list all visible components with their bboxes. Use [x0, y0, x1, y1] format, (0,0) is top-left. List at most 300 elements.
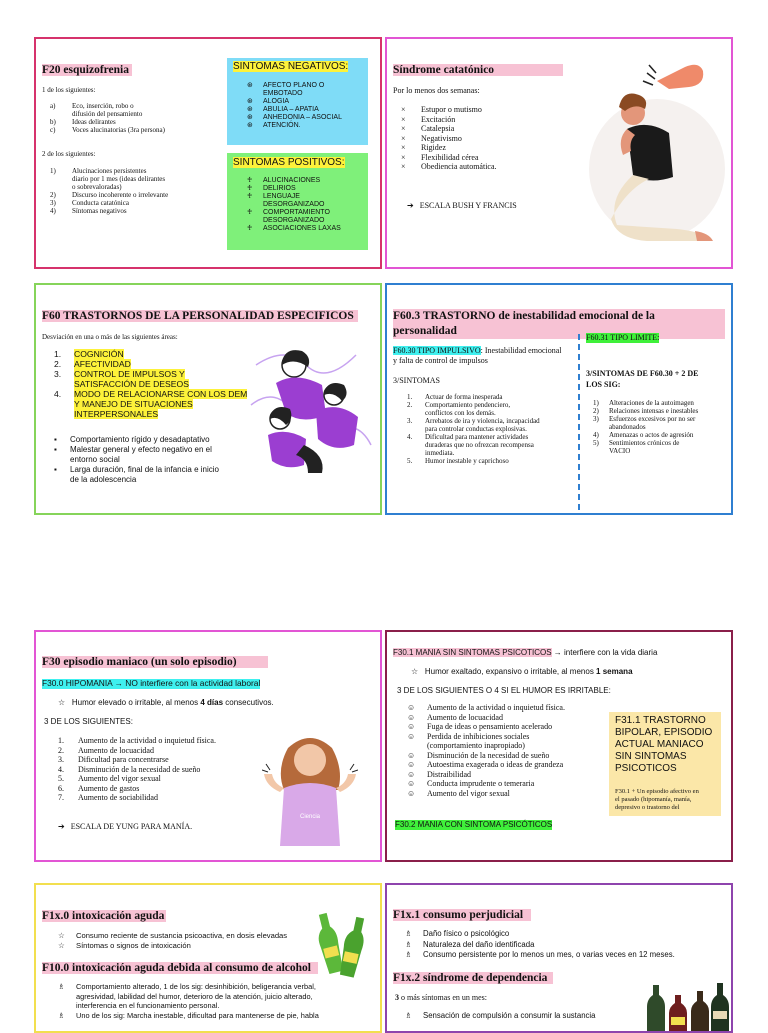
- list-item-text: de la adolescencia: [70, 475, 137, 484]
- list-marker: ⊛: [247, 114, 253, 121]
- list-item: [401, 153, 571, 163]
- list-item: [593, 431, 733, 439]
- torso: [627, 125, 673, 181]
- list-item: [407, 741, 617, 751]
- list-item-text: Perdida de inhibiciones sociales: [427, 731, 530, 741]
- list-item-text: agresividad, labilidad del humor, deterioro de la atención, juicio alterado,: [76, 991, 313, 1001]
- escala-text: ESCALA DE YUNG PARA MANÍA.: [70, 822, 193, 831]
- x-mark-icon: ×: [401, 124, 406, 133]
- list-marker: 7.: [58, 793, 64, 802]
- list-marker: 2): [593, 407, 599, 415]
- limite-sub: LOS SIG:: [586, 380, 621, 389]
- list-marker: ⊛: [247, 82, 253, 89]
- list-item: [247, 82, 367, 90]
- group-label: 1 de los siguientes:: [42, 86, 96, 94]
- card-subtitle: F1x.2 síndrome de dependencia: [393, 972, 553, 984]
- list-item-text: Rigidez: [421, 143, 446, 152]
- list-item-text: Naturaleza del daño identificada: [423, 939, 535, 949]
- list-marker: 3.: [54, 369, 62, 379]
- list-item: [401, 162, 571, 172]
- list-item: [407, 703, 617, 713]
- list-item-text: Autoestima exagerada o ideas de grandeza: [427, 760, 564, 769]
- list-item: [58, 774, 268, 784]
- list-item-text: Daño físico o psicológico: [423, 929, 510, 938]
- shirt-text: Ciencia: [300, 814, 321, 820]
- x-mark-icon: ×: [401, 114, 406, 124]
- group2-list: [50, 167, 240, 215]
- tres-label: 3 DE LOS SIGUIENTES:: [44, 717, 133, 726]
- list-item: [247, 193, 367, 201]
- list-item: [407, 449, 577, 457]
- humor-text: Humor exaltado, expansivo o irritable, al menos: [424, 667, 597, 676]
- foot: [695, 231, 713, 241]
- arrow-right-icon: ➔: [58, 822, 65, 831]
- emotions-illustration: [246, 335, 376, 475]
- list-item: [593, 399, 733, 407]
- mania-list: [58, 736, 268, 803]
- list-item: [407, 417, 577, 425]
- list-item: [54, 379, 254, 389]
- list-item-text: F30.1 + Un episodio afectivo en: [615, 788, 699, 795]
- tres-label: 3 DE LOS SIGUIENTES O 4 SI EL HUMOR ES IRRITABLE:: [397, 686, 611, 695]
- card-title: [393, 309, 725, 339]
- list-marker: ▪: [54, 465, 57, 474]
- list-item: [247, 106, 367, 114]
- card-title: F1x.0 intoxicación aguda: [42, 910, 165, 922]
- bottle-right: [338, 915, 369, 978]
- list-marker: 2.: [58, 745, 64, 755]
- list-item: [54, 435, 254, 445]
- list-item: [58, 1011, 378, 1021]
- list-item-text: depresivo o trastorno del: [615, 803, 680, 811]
- dependencia-text: o más síntomas en un mes:: [399, 993, 487, 1002]
- humor-line: [411, 667, 633, 677]
- humor-text: Humor elevado o irritable, al menos: [71, 698, 201, 707]
- list-item-text: Aumento de locuacidad: [78, 745, 154, 755]
- list-marker: 1.: [407, 393, 413, 401]
- bottle-label: [713, 1011, 727, 1019]
- list-item-text: Arrebatos de ira y violencia, incapacidad: [425, 417, 540, 425]
- list-marker: b): [50, 118, 56, 126]
- list-item-text: duraderas que no ofrezcan recompensa: [425, 441, 534, 449]
- escala-note: [407, 201, 517, 211]
- bottle: [647, 985, 665, 1033]
- list-item: [50, 167, 240, 175]
- list-marker: ♰: [247, 209, 253, 216]
- list-item-text: DESORGANIZADO: [263, 201, 325, 208]
- list-item: [247, 201, 367, 209]
- impulsivo-symptoms: [407, 393, 577, 465]
- list-marker: 6.: [58, 783, 64, 793]
- humor-bold: 1 semana: [596, 667, 633, 676]
- list-marker: ☺: [407, 703, 416, 712]
- catatonic-person-illustration: [577, 59, 727, 244]
- list-marker: ☺: [407, 750, 416, 760]
- list-item: [50, 207, 240, 215]
- card-episodio-maniaco: [34, 630, 382, 862]
- list-item: [405, 940, 725, 951]
- card-esquizofrenia: [34, 37, 382, 269]
- list-item-text: BIPOLAR, EPISODIO: [615, 727, 713, 738]
- list-item: [54, 409, 254, 419]
- list-item: [407, 760, 617, 770]
- list-item-text: Actuar de forma inesperada: [425, 393, 503, 401]
- list-marker: ☺: [407, 760, 416, 769]
- list-item-text: Aumento de la actividad o inquietud física.: [427, 703, 565, 712]
- list-item-text: Consumo persistente por lo menos un mes, o varias veces en 12 meses.: [423, 950, 675, 959]
- list-item-text: Relaciones intensas e inestables: [609, 407, 699, 415]
- list-marker: ▪: [54, 445, 57, 454]
- title-line: F60.3 TRASTORNO de inestabilidad emocional de la: [393, 310, 655, 322]
- list-item-text: Obediencia automática.: [421, 162, 497, 171]
- list-item: [54, 445, 254, 455]
- list-item-text: Conducta imprudente o temeraria: [427, 779, 535, 788]
- list-item-text: Esfuerzos excesivos por no ser: [609, 415, 696, 423]
- list-item: [50, 191, 240, 199]
- list-item: [50, 199, 240, 207]
- list-item: [50, 175, 240, 183]
- list-item-text: Consumo reciente de sustancia psicoactiva, en dosis elevadas: [76, 931, 288, 940]
- list-item: [407, 722, 617, 732]
- list-item-text: Síntomas o signos de intoxicación: [76, 941, 191, 950]
- title-line: personalidad: [393, 325, 457, 337]
- list-marker: 5.: [58, 774, 64, 783]
- list-item-text: Disminución de la necesidad de sueño: [78, 764, 201, 774]
- bottle: [711, 983, 729, 1033]
- list-item-text: COGNICIÓN: [74, 349, 124, 359]
- list-marker: 3): [593, 415, 599, 423]
- list-marker: 3.: [58, 755, 64, 764]
- list-item: [58, 755, 268, 765]
- group-label: 2 de los siguientes:: [42, 150, 96, 158]
- list-item: [401, 115, 571, 125]
- list-marker: 1): [50, 167, 56, 175]
- arrow-right-icon: ➔: [407, 201, 414, 210]
- card-consumo: [385, 883, 733, 1033]
- list-item-text: Aumento de locuacidad: [427, 712, 503, 722]
- list-item-text: difusión del pensamiento: [72, 110, 143, 118]
- list-item-text: Comportamiento rígido y desadaptativo: [70, 435, 210, 444]
- list-item-text: Discurso incoherente o irrelevante: [72, 191, 169, 199]
- list-item: [50, 110, 240, 118]
- list-item-text: (comportamiento inapropiado): [427, 741, 525, 750]
- list-item: [50, 102, 240, 110]
- list-marker: 1): [593, 399, 599, 407]
- list-item: [50, 118, 240, 126]
- list-item: [615, 751, 712, 763]
- group1-list: [50, 102, 240, 134]
- bipolar-title: [615, 715, 712, 775]
- impulsivo-label: F60.30 TIPO IMPULSIVO: [393, 346, 481, 355]
- list-item: [407, 789, 617, 799]
- list-item: [407, 770, 617, 780]
- list-item: [401, 124, 571, 134]
- list-marker: 2.: [407, 401, 413, 409]
- list-item: [405, 929, 725, 940]
- list-item-text: Uno de los sig: Marcha inestable, dificultad para mantenerse de pie, habla: [76, 1010, 319, 1020]
- list-marker: 3.: [407, 417, 413, 425]
- list-item-text: Alteraciones de la autoimagen: [609, 399, 694, 407]
- positive-symptoms-list: [247, 177, 367, 233]
- list-item-text: Disminución de la necesidad de sueño: [427, 750, 550, 760]
- list-item-text: COMPORTAMIENTO: [263, 209, 330, 216]
- positive-symptoms-box: [227, 153, 368, 250]
- list-item: [615, 788, 699, 796]
- dependencia-list: [405, 1011, 645, 1021]
- list-item-text: LENGUAJE: [263, 193, 300, 200]
- list-item-text: diario por 1 mes (ideas delirantes: [72, 175, 166, 183]
- negative-symptoms-list: [247, 82, 367, 130]
- list-item-text: ASOCIACIONES LAXAS: [263, 225, 341, 232]
- list-item-text: ABULIA – APATIA: [263, 106, 319, 113]
- list-item: [54, 475, 254, 485]
- limite-list: [593, 399, 733, 455]
- motion-lines: [643, 65, 656, 85]
- impulsivo-line2: y falta de control de impulsos: [393, 356, 488, 365]
- body-bottom: [268, 432, 306, 467]
- list-item: [593, 407, 733, 415]
- card-title: F60 TRASTORNOS DE LA PERSONALIDAD ESPECIFICOS: [42, 310, 358, 322]
- bottles-illustration: [645, 981, 729, 1033]
- card-title: F30 episodio maniaco (un solo episodio): [42, 656, 268, 668]
- list-item: [401, 105, 571, 115]
- list-item: [407, 751, 617, 761]
- list-item-text: interferencia en el funcionamiento personal.: [76, 1001, 220, 1010]
- body-middle: [316, 407, 358, 448]
- list-marker: ⊛: [247, 106, 253, 113]
- list-item: [54, 465, 254, 475]
- list-item-text: Dificultad para concentrarse: [78, 755, 169, 764]
- list-item-text: Comportamiento alterado, 1 de los sig: desinhibición, beligerancia verbal,: [76, 982, 316, 991]
- mania-header: [393, 648, 657, 658]
- list-item: [407, 779, 617, 789]
- list-item: [58, 931, 348, 941]
- list-item: [58, 1001, 378, 1011]
- list-marker: ♰: [247, 185, 253, 192]
- list-marker: ☆: [58, 941, 65, 950]
- impulsivo-desc: : Inestabilidad emocional: [480, 346, 562, 355]
- list-item: [54, 349, 254, 359]
- list-item-text: Síntomas negativos: [72, 207, 127, 215]
- card-mania: [385, 630, 733, 862]
- list-item: [401, 143, 571, 153]
- list-item: [407, 393, 577, 401]
- list-item: [50, 183, 240, 191]
- list-item-text: Excitación: [421, 114, 456, 124]
- perjudicial-list: [405, 929, 725, 961]
- x-mark-icon: ×: [401, 143, 406, 152]
- list-marker: 4.: [54, 389, 62, 399]
- areas-list: [54, 349, 254, 419]
- card-intro: Desviación en una o más de las siguientes áreas:: [42, 333, 178, 341]
- list-item-text: inmediata.: [425, 449, 455, 457]
- list-item: [401, 134, 571, 144]
- list-item-text: Eco, inserción, robo o: [72, 102, 134, 110]
- hipomania-label: F30.0 HIPOMANIA → NO interfiere con la actividad laboral: [42, 678, 261, 688]
- list-marker: 1.: [58, 736, 64, 745]
- catatonic-list: [401, 105, 571, 172]
- list-marker: ⊛: [247, 122, 253, 129]
- list-marker: ⊛: [247, 98, 253, 105]
- mania-symptoms: [407, 703, 617, 798]
- mania-psicotico: F30.2 MANIA CON SINTOMA PSICÓTICOS: [395, 820, 553, 829]
- dependencia-count: 3: [395, 993, 399, 1002]
- list-item-text: Negativismo: [421, 133, 462, 143]
- list-item-text: F31.1 TRASTORNO: [615, 715, 706, 726]
- list-item: [615, 804, 699, 812]
- list-item: [615, 739, 712, 751]
- list-item: [247, 114, 367, 122]
- list-item-text: entorno social: [70, 455, 120, 464]
- mania-header-label: F30.1 MANIA SIN SINTOMAS PSICOTICOS: [393, 648, 552, 657]
- list-marker: ♗: [405, 1011, 412, 1020]
- card-catatonico: [385, 37, 733, 269]
- card-subtitle: F10.0 intoxicación aguda debida al consumo de alcohol: [42, 962, 318, 974]
- bipolar-box: [609, 712, 721, 816]
- list-item-text: Aumento de la actividad o inquietud física.: [78, 736, 216, 745]
- impulsivo-line: [393, 346, 562, 356]
- card-title: F1x.1 consumo perjudicial: [393, 909, 531, 921]
- list-item-text: Conducta catatónica: [72, 199, 129, 207]
- list-item: [58, 746, 268, 756]
- x-mark-icon: ×: [401, 152, 406, 162]
- list-item: [58, 736, 268, 746]
- list-item: [247, 225, 367, 233]
- list-marker: 2): [50, 191, 56, 199]
- mania-header-rest: → interfiere con la vida diaria: [551, 648, 658, 657]
- list-item-text: Fuga de ideas o pensamiento acelerado: [427, 722, 553, 731]
- list-item: [58, 992, 378, 1002]
- list-item-text: DELIRIOS: [263, 185, 296, 192]
- list-item-text: Malestar general y efecto negativo en el: [70, 445, 212, 454]
- list-item: [593, 439, 733, 447]
- list-item: [247, 122, 367, 130]
- list-item-text: Aumento del vigor sexual: [427, 788, 510, 798]
- card-subtitle: Por lo menos dos semanas:: [393, 86, 480, 95]
- bottle: [691, 991, 709, 1033]
- list-item-text: para controlar conductas explosivas.: [425, 425, 527, 433]
- list-item: [407, 409, 577, 417]
- list-item-text: CONTROL DE IMPULSOS Y: [74, 369, 185, 379]
- positive-symptoms-title: SINTOMAS POSITIVOS:: [233, 157, 345, 168]
- card-inestabilidad: [385, 283, 733, 515]
- list-marker: 3): [50, 199, 56, 207]
- list-item-text: Estupor o mutismo: [421, 105, 482, 114]
- list-item-text: VACIO: [609, 447, 631, 455]
- humor-text-end: consecutivos.: [223, 698, 274, 707]
- list-marker: 4.: [58, 764, 64, 774]
- list-item: [407, 457, 577, 465]
- list-marker: ♗: [405, 950, 412, 959]
- list-item-text: Alucinaciones persistentes: [72, 167, 147, 175]
- list-item: [407, 425, 577, 433]
- list-marker: ♗: [405, 929, 412, 938]
- list-marker: ☺: [407, 722, 416, 731]
- list-marker: ♗: [58, 982, 65, 991]
- negative-symptoms-box: [227, 58, 368, 145]
- x-mark-icon: ×: [401, 162, 406, 171]
- list-item: [247, 98, 367, 106]
- list-item-text: Larga duración, final de la infancia e inicio: [70, 465, 219, 474]
- list-item: [247, 177, 367, 185]
- list-item: [247, 90, 367, 98]
- humor-bold: 4 días: [200, 698, 224, 707]
- list-item-text: PSICOTICOS: [615, 763, 677, 774]
- list-item-text: ALOGIA: [263, 98, 290, 105]
- list-marker: c): [50, 126, 56, 134]
- list-marker: ♗: [58, 1010, 65, 1020]
- list-item: [615, 796, 699, 804]
- list-marker: 5): [593, 439, 599, 447]
- girl-illustration: [262, 730, 358, 846]
- list-item-text: Voces alucinatorias (3ra persona): [72, 126, 165, 134]
- limite-label: F60.31 TIPO LIMITE:: [586, 333, 660, 342]
- list-marker: 5.: [407, 457, 413, 465]
- x-mark-icon: ×: [401, 105, 406, 114]
- list-item-text: INTERPERSONALES: [74, 409, 159, 419]
- bottle: [669, 995, 687, 1033]
- list-marker: ♰: [247, 193, 253, 200]
- list-item: [247, 217, 367, 225]
- list-item-text: ATENCIÓN.: [263, 122, 301, 129]
- list-item: [593, 415, 733, 423]
- star-icon: ☆: [58, 698, 66, 707]
- list-marker: ♰: [247, 177, 253, 184]
- alcohol-list: [58, 982, 378, 1020]
- list-item-text: SATISFACCIÓN DE DESEOS: [74, 379, 189, 389]
- list-item-text: AFECTO PLANO O: [263, 82, 325, 89]
- list-item: [407, 401, 577, 409]
- list-marker: ☺: [407, 731, 416, 741]
- list-marker: ♗: [405, 939, 412, 949]
- list-marker: ☺: [407, 769, 416, 779]
- list-item: [58, 784, 268, 794]
- list-marker: ☺: [407, 712, 416, 722]
- list-item: [593, 447, 733, 455]
- list-marker: a): [50, 102, 56, 110]
- escala-note: [58, 822, 192, 832]
- bottle-left: [316, 912, 346, 975]
- list-item-text: Sensación de compulsión a consumir la sustancia: [423, 1011, 596, 1020]
- list-item: [615, 727, 712, 739]
- list-item: [54, 399, 254, 409]
- list-item-text: Distraibilidad: [427, 769, 471, 779]
- list-item-text: Sentimientos crónicos de: [609, 439, 680, 447]
- list-marker: 4.: [407, 433, 413, 441]
- list-item: [54, 359, 254, 369]
- list-marker: 4): [593, 431, 599, 439]
- list-item-text: DESORGANIZADO: [263, 217, 325, 224]
- list-item: [615, 763, 712, 775]
- list-item: [54, 455, 254, 465]
- list-item: [54, 369, 254, 379]
- list-item-text: Comportamiento pendenciero,: [425, 401, 511, 409]
- list-item-text: o sobrevaloradas): [72, 183, 122, 191]
- list-item: [58, 982, 378, 992]
- list-marker: ☺: [407, 788, 416, 798]
- list-item: [407, 713, 617, 723]
- list-item-text: Aumento de gastos: [78, 783, 140, 793]
- list-item-text: Dificultad para mantener actividades: [425, 433, 529, 441]
- list-marker: 1.: [54, 349, 62, 359]
- list-item-text: AFECTIVIDAD: [74, 359, 131, 369]
- list-item-text: Humor inestable y caprichoso: [425, 457, 509, 465]
- list-marker: ▪: [54, 435, 57, 444]
- list-item: [407, 441, 577, 449]
- card-personalidad: [34, 283, 382, 515]
- list-item-text: Catalepsia: [421, 124, 455, 133]
- list-item-text: Amenazas o actos de agresión: [609, 431, 694, 439]
